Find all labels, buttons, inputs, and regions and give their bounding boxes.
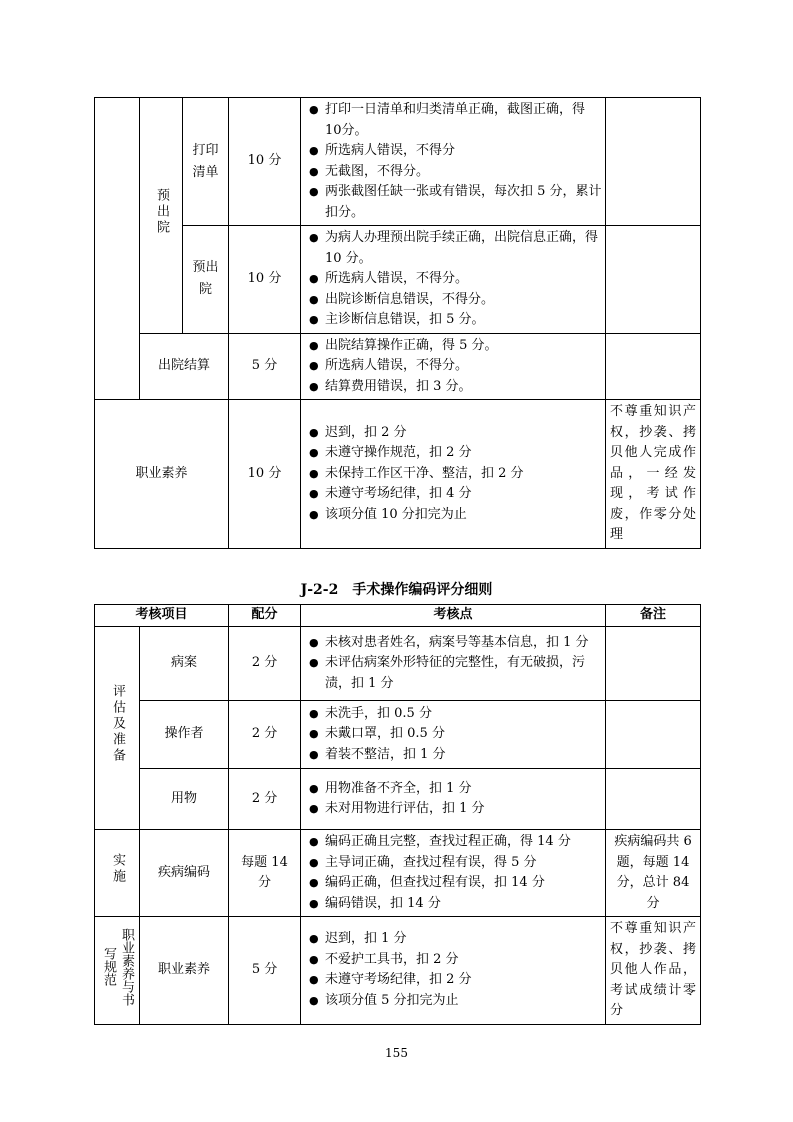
note-print-list	[606, 98, 701, 226]
group-prof: 职业素养与书写规范	[95, 917, 140, 1025]
scoring-point: ● 着装不整洁，扣 1 分	[307, 745, 602, 766]
scoring-point: ● 所选病人错误，不得分	[307, 141, 602, 162]
scoring-point: ● 打印一日清单和归类清单正确，截图正确，得 10分。	[307, 100, 602, 141]
scoring-point: ● 未核对患者姓名，病案号等基本信息，扣 1 分	[307, 633, 602, 654]
scoring-point: ● 两张截图任缺一张或有错误，每次扣 5 分，累计扣分。	[307, 182, 602, 223]
sub-item-coding: 疾病编码	[140, 830, 229, 917]
scoring-point: ● 编码正确且完整，查找过程正确，得 14 分	[307, 832, 602, 853]
scoring-point: ● 用物准备不齐全，扣 1 分	[307, 779, 602, 800]
scoring-point: ● 所选病人错误，不得分。	[307, 356, 602, 377]
score-professional: 10 分	[229, 400, 301, 549]
score-pre-discharge: 10 分	[229, 226, 301, 334]
sub-item-prof: 职业素养	[140, 917, 229, 1025]
scoring-point: ● 出院结算操作正确，得 5 分。	[307, 336, 602, 357]
group-impl: 实施	[95, 830, 140, 917]
scoring-point: ● 出院诊断信息错误，不得分。	[307, 290, 602, 311]
scoring-point: ● 编码正确，但查找过程有误，扣 14 分	[307, 873, 602, 894]
scoring-point: ● 未遵守考场纪律，扣 2 分	[307, 970, 602, 991]
header-score: 配分	[229, 605, 301, 627]
points-coding	[301, 830, 606, 917]
scoring-point: ● 该项分值 5 分扣完为止	[307, 991, 602, 1012]
points-pre-discharge	[301, 226, 606, 334]
score-coding: 每题 14 分	[229, 830, 301, 917]
sub-item-supplies: 用物	[140, 769, 229, 830]
scoring-point: ● 结算费用错误，扣 3 分。	[307, 377, 602, 398]
note-pre-discharge	[606, 226, 701, 334]
scoring-point: ● 迟到，扣 1 分	[307, 929, 602, 950]
score-settlement: 5 分	[229, 333, 301, 400]
item-professional: 职业素养	[95, 400, 229, 549]
note-case	[606, 627, 701, 701]
note-prof: 不尊重知识产权，抄袭、拷贝他人作品，考试成绩计零分	[606, 917, 701, 1025]
scoring-point: ● 未评估病案外形特征的完整性，有无破损，污渍，扣 1 分	[307, 653, 602, 694]
points-operator	[301, 701, 606, 769]
group-label-pre-discharge: 预出院	[140, 98, 183, 334]
scoring-point: ● 迟到，扣 2 分	[307, 423, 602, 444]
note-professional: 不尊重知识产权，抄袭、拷贝他人完成作品，一经发现，考试作废，作零分处理	[606, 400, 701, 549]
sub-item-operator: 操作者	[140, 701, 229, 769]
scoring-point: ● 主导词正确，查找过程有误，得 5 分	[307, 853, 602, 874]
points-case	[301, 627, 606, 701]
group-prep: 评估及准备	[95, 627, 140, 830]
scoring-point: ● 所选病人错误，不得分。	[307, 269, 602, 290]
points-prof	[301, 917, 606, 1025]
score-case: 2 分	[229, 627, 301, 701]
note-operator	[606, 701, 701, 769]
scoring-point: ● 该项分值 10 分扣完为止	[307, 505, 602, 526]
header-item: 考核项目	[95, 605, 229, 627]
note-coding: 疾病编码共 6 题，每题 14 分，总计 84 分	[606, 830, 701, 917]
points-professional	[301, 400, 606, 549]
points-settlement	[301, 333, 606, 400]
scoring-point: ● 未遵守操作规范，扣 2 分	[307, 443, 602, 464]
item-settlement: 出院结算	[140, 333, 229, 400]
scoring-point: ● 未遵守考场纪律，扣 4 分	[307, 484, 602, 505]
scoring-point: ● 未戴口罩，扣 0.5 分	[307, 724, 602, 745]
score-supplies: 2 分	[229, 769, 301, 830]
blank-category-cell	[95, 98, 140, 400]
table-title: J-2-2 手术操作编码评分细则	[300, 582, 493, 598]
scoring-point: ● 未对用物进行评估，扣 1 分	[307, 799, 602, 820]
surgery-coding-scoring-table	[94, 604, 701, 1025]
sub-item-print-list: 打印清单	[183, 98, 229, 226]
score-print-list: 10 分	[229, 98, 301, 226]
scoring-point: ● 主诊断信息错误，扣 5 分。	[307, 310, 602, 331]
sub-item-case: 病案	[140, 627, 229, 701]
points-print-list	[301, 98, 606, 226]
scoring-point: ● 编码错误，扣 14 分	[307, 894, 602, 915]
header-note: 备注	[606, 605, 701, 627]
scoring-point: ● 无截图，不得分。	[307, 162, 602, 183]
header-points: 考核点	[301, 605, 606, 627]
scoring-point: ● 不爱护工具书，扣 2 分	[307, 950, 602, 971]
points-supplies	[301, 769, 606, 830]
score-prof: 5 分	[229, 917, 301, 1025]
scoring-point: ● 未洗手，扣 0.5 分	[307, 704, 602, 725]
scoring-table-continued	[94, 97, 701, 549]
score-operator: 2 分	[229, 701, 301, 769]
note-supplies	[606, 769, 701, 830]
page-number: 155	[385, 1046, 408, 1060]
note-settlement	[606, 333, 701, 400]
scoring-point: ● 未保持工作区干净、整洁，扣 2 分	[307, 464, 602, 485]
sub-item-pre-discharge: 预出院	[183, 226, 229, 334]
scoring-point: ● 为病人办理预出院手续正确，出院信息正确，得 10 分。	[307, 228, 602, 269]
